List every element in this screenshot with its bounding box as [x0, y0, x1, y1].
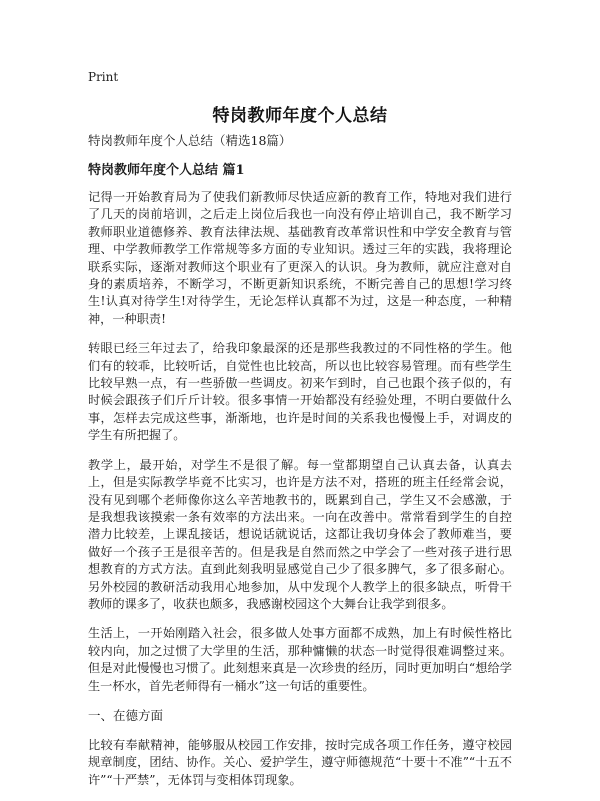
paragraph-1: 记得一开始教育局为了使我们新教师尽快适应新的教育工作，特地对我们进行了几天的岗前培训，之后走上岗位后我也一向没有停止培训自己，我不断学习教师职业道德修养、教育法律法规、基础教育改革常识性和中学安全教育与管理、中学教师教学工作常规等多方面的专业知识。透过三年的实践，我将理论联系实际，逐渐对教师这个职业有了更深入的认识。身为教师，就应注意对自身的素质培养，不断学习，不断更新知识系统，不断完善自己的思想!学习终生!认真对待学生!对待学生，无论怎样认真都不为过，这是一种态度，一种精神，一种职责!	[88, 190, 512, 326]
document-title: 特岗教师年度个人总结	[212, 106, 388, 126]
paragraph-2: 转眼已经三年过去了，给我印象最深的还是那些我教过的不同性格的学生。他们有的较乖，比较听话，自觉性也比较高，所以也比较容易管理。而有些学生比较早熟一点，有一些骄傲一些调皮。初来乍到时，自己也跟个孩子似的，有时候会跟孩子们斤斤计较。很多事情一开始都没有经验处理，不明白要做什么事，怎样去完成这些事，渐渐地，也许是时间的关系我也慢慢上手，对调皮的学生有所把握了。	[88, 341, 512, 443]
document-subtitle: 特岗教师年度个人总结（精选18篇）	[88, 133, 292, 148]
paragraph-3: 教学上，最开始，对学生不是很了解。每一堂都期望自己认真去备，认真去上，但是实际教学毕竟不比实习，也许是方法不对，搭班的班主任经常会说，没有见到哪个老师像你这么辛苦地教书的，既累到自己，学生又不会感激，于是我想我该摸索一条有效率的方法出来。一向在改善中。常常看到学生的自控潜力比较差，上课乱接话，想说话就说话，这都让我切身体会了教师难当，要做好一个孩子王是很辛苦的。但是我是自然而然之中学会了一些对孩子进行思想教育的方式方法。直到此刻我明显感觉自己少了很多脾气，多了很多耐心。另外校园的教研活动我用心地参加，从中发现个人教学上的很多缺点，听骨干教师的课多了，收获也颇多，我感谢校园这个大舞台让我学到很多。	[88, 457, 512, 611]
paragraph-5: 比较有奉献精神，能够服从校园工作安排，按时完成各项工作任务，遵守校园规章制度，团结、协作。关心、爱护学生，遵守师德规范“十要十不准”“十五不许”“十严禁”，无体罚与变相体罚现象。	[88, 737, 512, 787]
document-body	[88, 132, 512, 801]
paragraph-4: 生活上，一开始刚踏入社会，很多做人处事方面都不成熟，加上有时候性格比较内向，加之过惯了大学里的生活，那种慵懒的状态一时觉得很难调整过来。但是对此慢慢也习惯了。此刻想来真是一次珍贵的经历，同时更加明白“想给学生一杯水，首先老师得有一桶水”这一句话的重要性。	[88, 626, 512, 693]
sub-heading-morality: 一、在德方面	[88, 707, 164, 723]
section-heading: 特岗教师年度个人总结 篇1	[88, 163, 245, 178]
print-link[interactable]: Print	[88, 70, 119, 84]
